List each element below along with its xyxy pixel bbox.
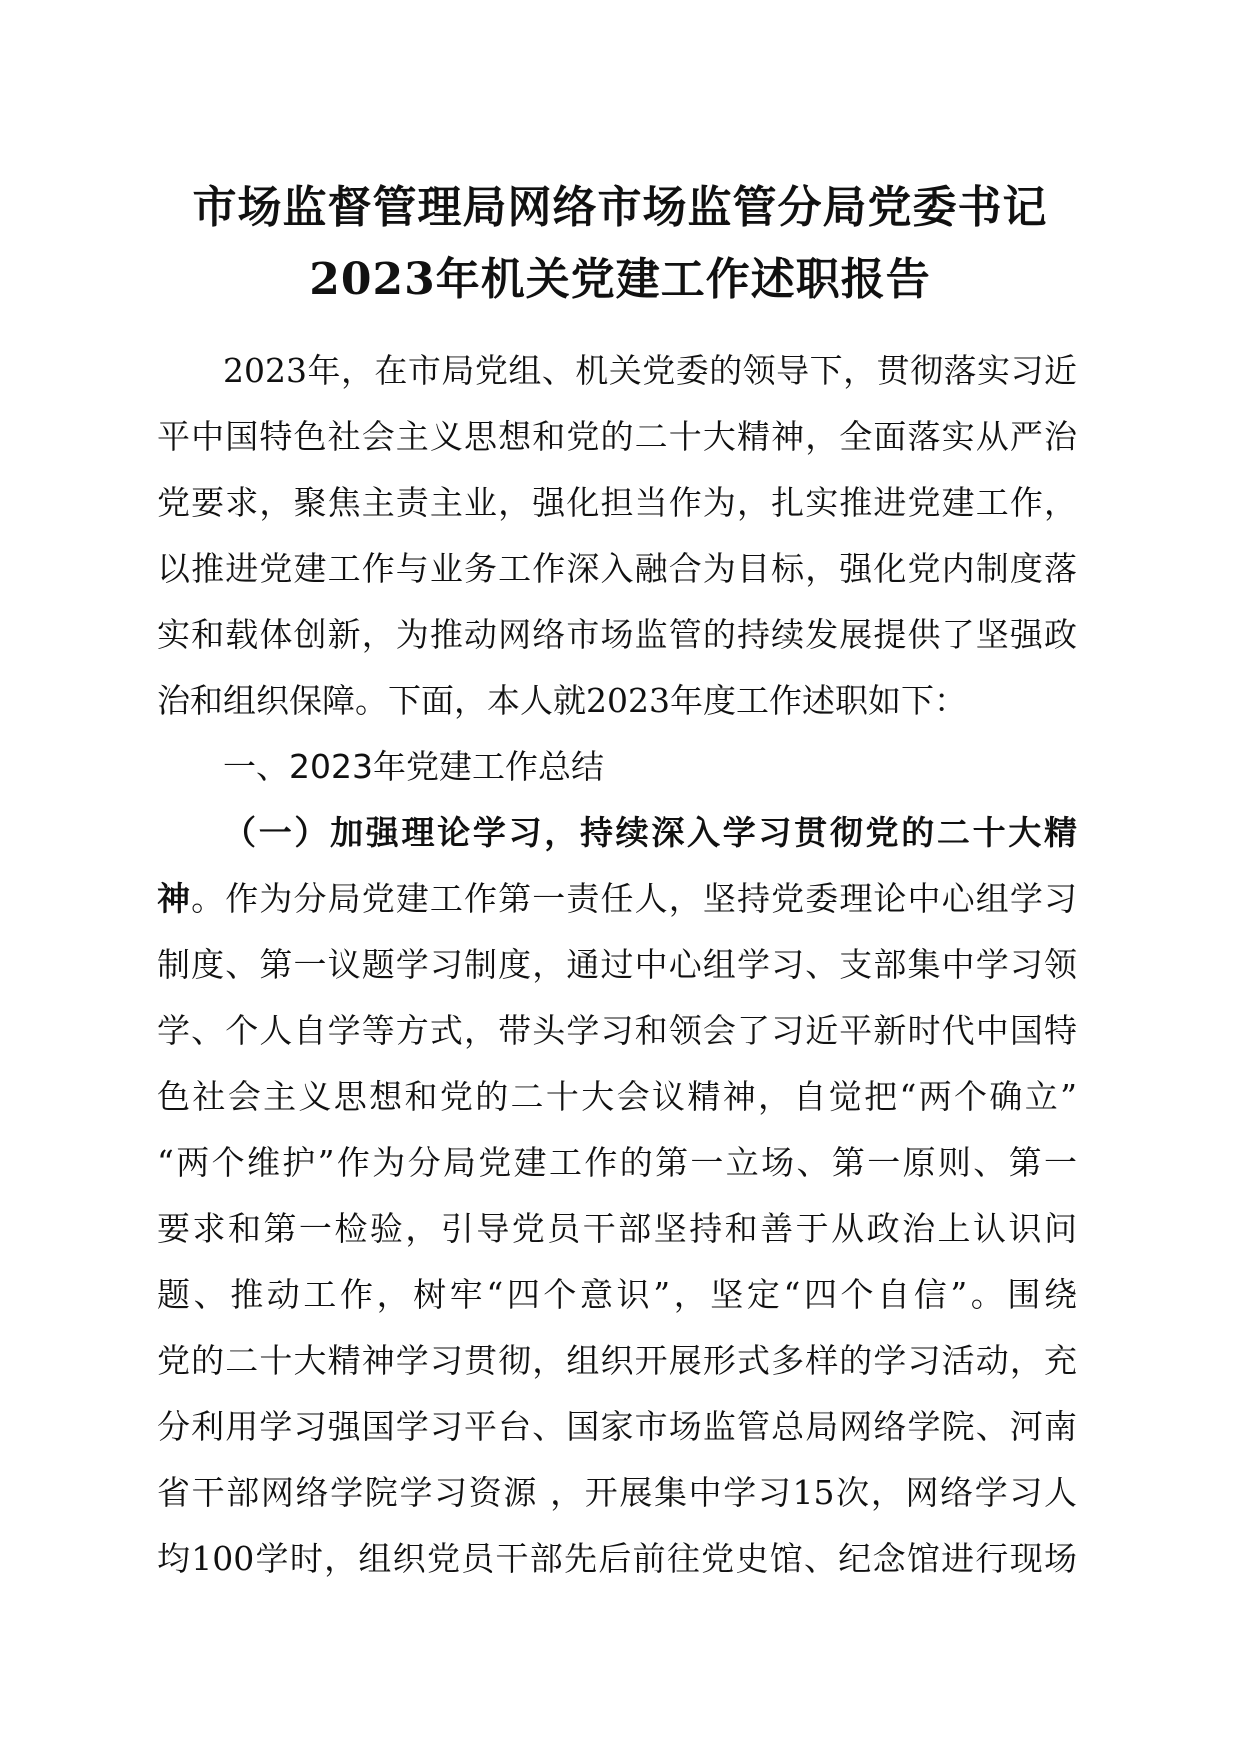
paragraph-text: 。作为分局党建工作第一责任人，坚持党委理论中心组学习 — [191, 879, 1077, 918]
paragraph-line: 色社会主义思想和党的二十大会议精神，自觉把“两个确立” — [157, 1077, 1077, 1116]
paragraph-line: 省干部网络学院学习资源 ，开展集中学习15次，网络学习人 — [157, 1473, 1077, 1512]
document-body — [157, 338, 1077, 1592]
paragraph-line: 分利用学习强国学习平台、国家市场监管总局网络学院、河南 — [157, 1407, 1077, 1446]
paragraph-line: 以推进党建工作与业务工作深入融合为目标，强化党内制度落 — [157, 549, 1077, 588]
paragraph-line: 学、个人自学等方式，带头学习和领会了习近平新时代中国特 — [157, 1011, 1077, 1050]
paragraph-line: “两个维护”作为分局党建工作的第一立场、第一原则、第一 — [157, 1143, 1077, 1182]
paragraph-line: 均100学时，组织党员干部先后前往党史馆、纪念馆进行现场 — [157, 1539, 1077, 1578]
paragraph-line: 制度、第一议题学习制度，通过中心组学习、支部集中学习领 — [157, 945, 1077, 984]
subsection-heading: （一）加强理论学习，持续深入学习贯彻党的二十大精 — [223, 813, 1077, 852]
section-heading: 一、2023年党建工作总结 — [223, 747, 604, 786]
paragraph-line — [157, 866, 1077, 932]
paragraph-line: 题、推动工作，树牢“四个意识”，坚定“四个自信”。围绕 — [157, 1275, 1077, 1314]
paragraph-line: 2023年，在市局党组、机关党委的领导下，贯彻落实习近 — [223, 351, 1077, 390]
subsection-heading-end: 神 — [157, 879, 192, 918]
paragraph-line: 平中国特色社会主义思想和党的二十大精神，全面落实从严治 — [157, 417, 1077, 456]
paragraph-line: 治和组织保障。下面，本人就2023年度工作述职如下： — [157, 681, 967, 720]
document-title-line-1: 市场监督管理局网络市场监管分局党委书记 — [192, 182, 1048, 233]
paragraph-line: 要求和第一检验，引导党员干部坚持和善于从政治上认识问 — [157, 1209, 1077, 1248]
paragraph-line: 实和载体创新，为推动网络市场监管的持续发展提供了坚强政 — [157, 615, 1077, 654]
document-title-line-2: 2023年机关党建工作述职报告 — [309, 254, 931, 305]
paragraph-line: 党要求，聚焦主责主业，强化担当作为，扎实推进党建工作， — [157, 483, 1077, 522]
paragraph-line: 党的二十大精神学习贯彻，组织开展形式多样的学习活动，充 — [157, 1341, 1077, 1380]
